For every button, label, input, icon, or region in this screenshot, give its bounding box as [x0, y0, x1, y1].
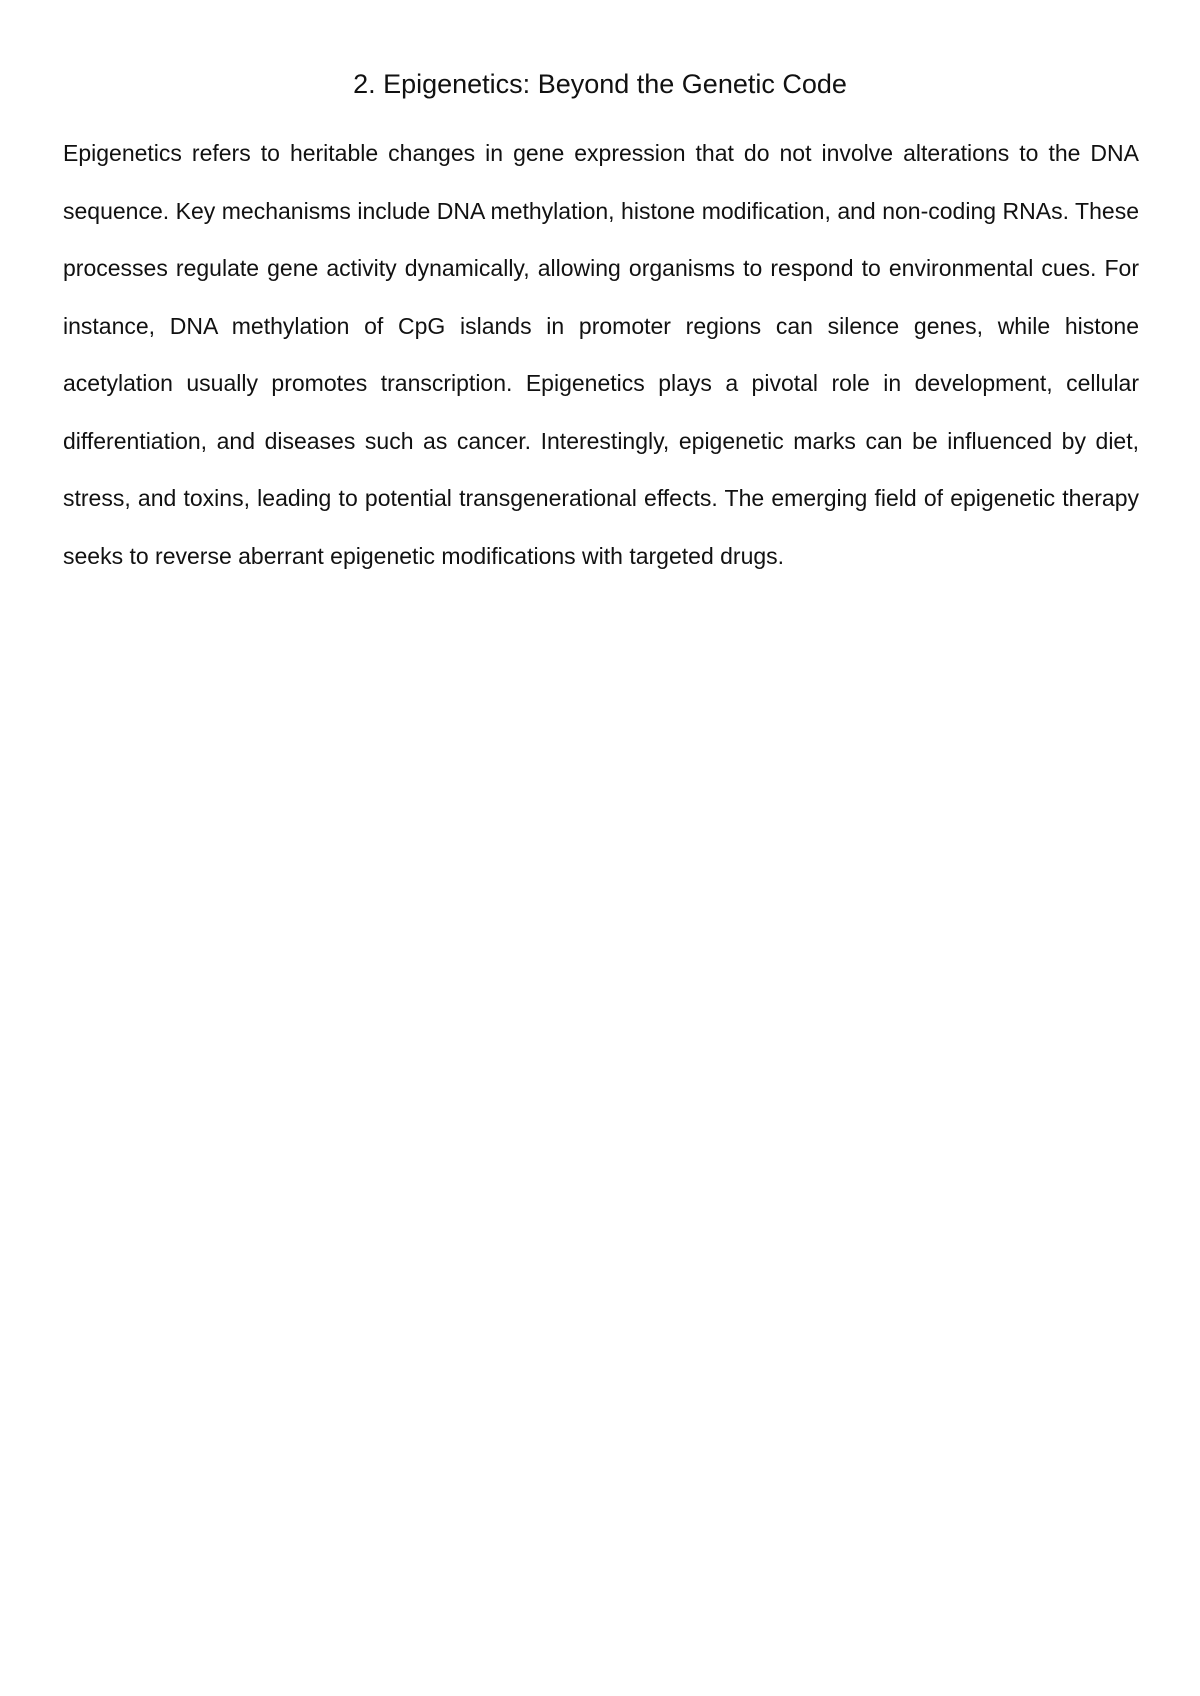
section-title: 2. Epigenetics: Beyond the Genetic Code — [353, 69, 847, 99]
body-paragraph: Epigenetics refers to heritable changes in gene expression that do not involve alterations to the DNA sequence. Key mechanisms include DNA methylation, histone modification, and non-coding RNAs. These processes regulate gene activity dynamically, allowing organisms to respond to environmental cues. For instance, DNA methylation of CpG islands in promoter regions can silence genes, while histone acetylation usually promotes transcription. Epigenetics plays a pivotal role in development, cellular differentiation, and diseases such as cancer. Interestingly, epigenetic marks can be influenced by diet, stress, and toxins, leading to potential transgenerational effects. The emerging field of epigenetic therapy seeks to reverse aberrant epigenetic modifications with targeted drugs. — [63, 140, 1139, 569]
